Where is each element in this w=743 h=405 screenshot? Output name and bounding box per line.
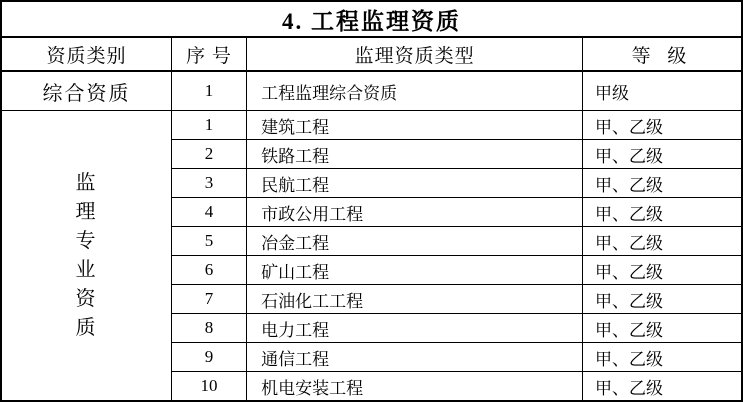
cell-index: 6 bbox=[171, 256, 246, 285]
cell-level: 甲级 bbox=[583, 71, 742, 111]
table-row bbox=[1, 71, 742, 111]
cell-index: 4 bbox=[171, 198, 246, 227]
cell-level: 甲、乙级 bbox=[583, 285, 742, 314]
cell-level: 甲、乙级 bbox=[583, 198, 742, 227]
header-level: 等 级 bbox=[583, 37, 742, 71]
table-row bbox=[1, 111, 742, 140]
cell-type: 民航工程 bbox=[247, 169, 583, 198]
cell-level: 甲、乙级 bbox=[583, 314, 742, 343]
cell-type: 冶金工程 bbox=[247, 227, 583, 256]
table-header-row bbox=[1, 37, 742, 71]
cell-level: 甲、乙级 bbox=[583, 169, 742, 198]
cell-level: 甲、乙级 bbox=[583, 372, 742, 402]
cell-index: 5 bbox=[171, 227, 246, 256]
cell-index: 2 bbox=[171, 140, 246, 169]
cell-type: 电力工程 bbox=[247, 314, 583, 343]
cell-index: 1 bbox=[171, 71, 246, 111]
cell-index: 1 bbox=[171, 111, 246, 140]
category-char: 资 bbox=[75, 287, 98, 310]
cell-type: 工程监理综合资质 bbox=[247, 71, 583, 111]
cell-type: 建筑工程 bbox=[247, 111, 583, 140]
cell-level: 甲、乙级 bbox=[583, 256, 742, 285]
cell-type: 机电安装工程 bbox=[247, 372, 583, 402]
table-header bbox=[1, 37, 742, 71]
header-index: 序 号 bbox=[171, 37, 246, 71]
category-char: 监 bbox=[75, 171, 98, 194]
document-title-row bbox=[0, 0, 743, 36]
page-title: 4. 工程监理资质 bbox=[282, 8, 461, 34]
cell-level: 甲、乙级 bbox=[583, 111, 742, 140]
cell-index: 8 bbox=[171, 314, 246, 343]
cell-type: 铁路工程 bbox=[247, 140, 583, 169]
cell-level: 甲、乙级 bbox=[583, 343, 742, 372]
table-body bbox=[1, 71, 742, 401]
category-char: 质 bbox=[75, 316, 98, 339]
cell-type: 通信工程 bbox=[247, 343, 583, 372]
header-category: 资质类别 bbox=[1, 37, 171, 71]
cell-index: 9 bbox=[171, 343, 246, 372]
category-char: 理 bbox=[75, 200, 98, 223]
cell-index: 3 bbox=[171, 169, 246, 198]
category-char: 专 bbox=[75, 229, 98, 252]
cell-level: 甲、乙级 bbox=[583, 227, 742, 256]
qualification-table bbox=[0, 36, 743, 402]
cell-category-comprehensive: 综合资质 bbox=[1, 71, 171, 111]
cell-index: 7 bbox=[171, 285, 246, 314]
cell-category-specialty bbox=[1, 111, 171, 402]
cell-type: 石油化工工程 bbox=[247, 285, 583, 314]
category-char: 业 bbox=[75, 258, 98, 281]
cell-type: 市政公用工程 bbox=[247, 198, 583, 227]
header-type: 监理资质类型 bbox=[247, 37, 583, 71]
cell-type: 矿山工程 bbox=[247, 256, 583, 285]
cell-level: 甲、乙级 bbox=[583, 140, 742, 169]
cell-index: 10 bbox=[171, 372, 246, 402]
